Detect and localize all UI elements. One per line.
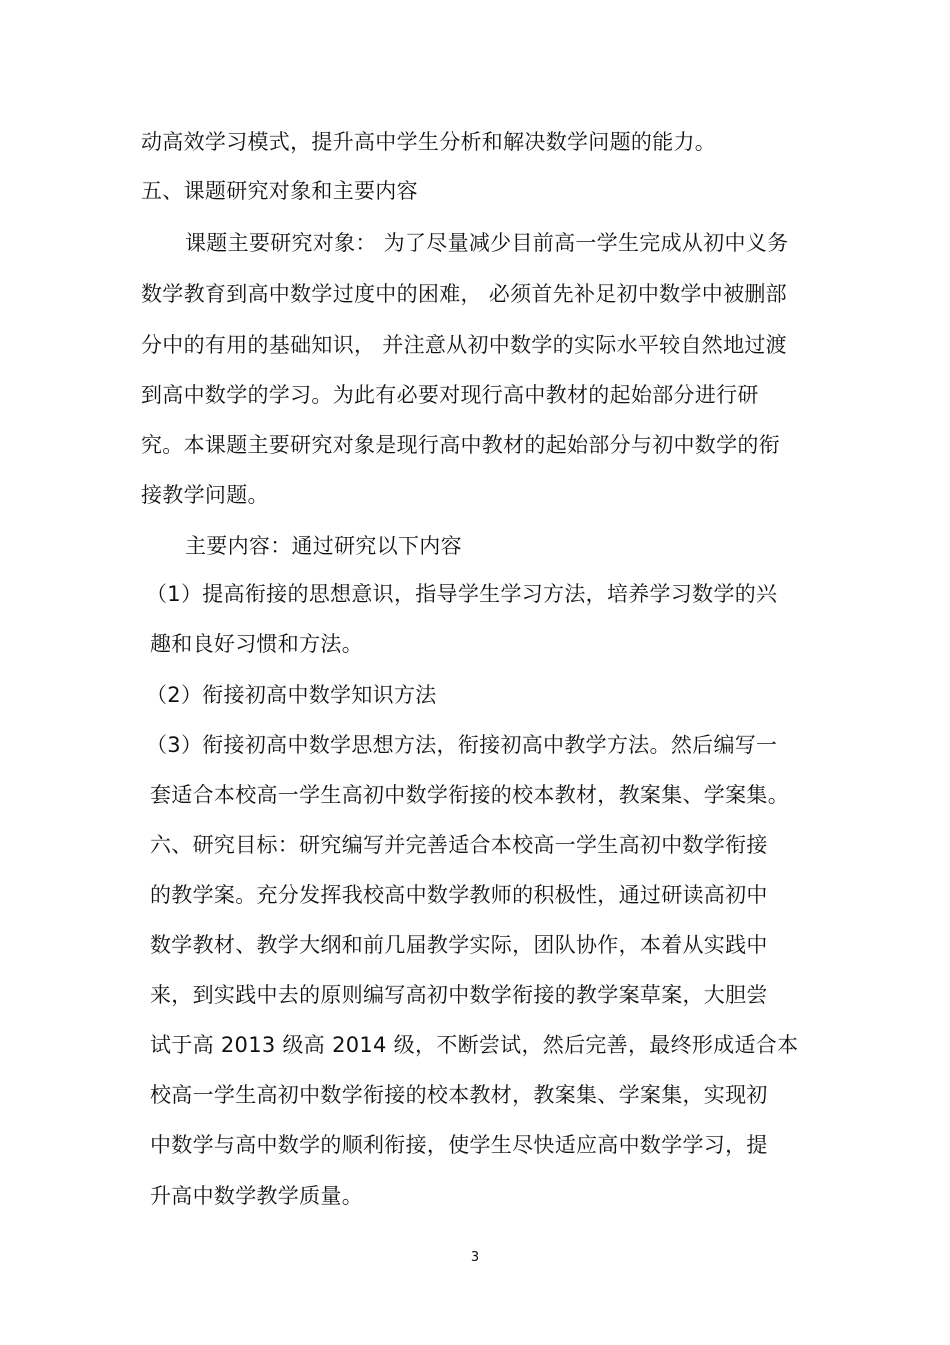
text-line: 课题主要研究对象： 为了尽量减少目前高一学生完成从初中义务 <box>185 231 789 255</box>
list-item: （3）衔接初高中数学思想方法，衔接初高中教学方法。然后编写一 <box>146 733 778 757</box>
text-line: 校高一学生高初中数学衔接的校本教材，教案集、学案集，实现初 <box>150 1083 768 1107</box>
section-heading: 六、研究目标：研究编写并完善适合本校高一学生高初中数学衔接 <box>150 833 768 857</box>
text-line: 来，到实践中去的原则编写高初中数学衔接的教学案草案，大胆尝 <box>150 983 768 1007</box>
text-line: 数学教材、教学大纲和前几届教学实际，团队协作，本着从实践中 <box>150 933 768 957</box>
text-line: 到高中数学的学习。为此有必要对现行高中教材的起始部分进行研 <box>141 383 759 407</box>
text-line: 趣和良好习惯和方法。 <box>150 632 363 656</box>
text-line: 数学教育到高中数学过度中的困难， 必须首先补足初中数学中被删部 <box>141 282 787 306</box>
text-line: 主要内容：通过研究以下内容 <box>185 534 462 558</box>
text-line: 试于高 2013 级高 2014 级，不断尝试，然后完善，最终形成适合本 <box>150 1033 799 1057</box>
text-line: 分中的有用的基础知识， 并注意从初中数学的实际水平较自然地过渡 <box>141 333 787 357</box>
list-item: （2）衔接初高中数学知识方法 <box>146 683 437 707</box>
text-line: 的教学案。充分发挥我校高中数学教师的积极性，通过研读高初中 <box>150 883 768 907</box>
text-line: 套适合本校高一学生高初中数学衔接的校本教材，教案集、学案集。 <box>150 783 789 807</box>
list-item: （1）提高衔接的思想意识，指导学生学习方法，培养学习数学的兴 <box>146 582 778 606</box>
text-line: 接教学问题。 <box>141 483 269 507</box>
text-line: 升高中数学教学质量。 <box>150 1184 363 1208</box>
text-line: 究。本课题主要研究对象是现行高中教材的起始部分与初中数学的衔 <box>141 433 780 457</box>
page-number: 3 <box>470 1250 480 1265</box>
text-line: 中数学与高中数学的顺利衔接，使学生尽快适应高中数学学习，提 <box>150 1133 768 1157</box>
text-line: 动高效学习模式，提升高中学生分析和解决数学问题的能力。 <box>141 130 717 154</box>
section-heading: 五、课题研究对象和主要内容 <box>141 179 418 203</box>
